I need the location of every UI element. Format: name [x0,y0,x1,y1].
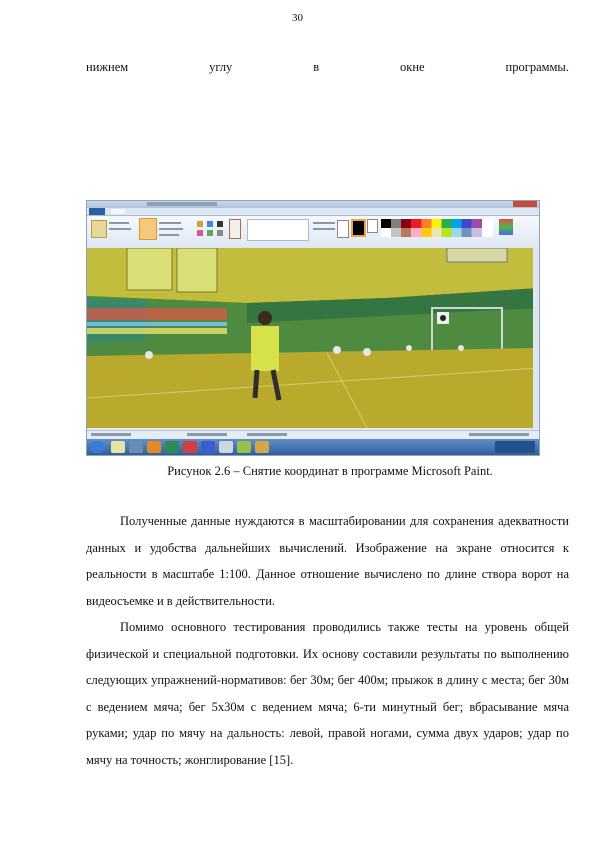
paragraph: Помимо основного тестирования проводились также тесты на уровень общей физической и специальной подготовки. Их основу составили результаты по выполнению следующих упражнений-нормативов: бег 30м; бег 400м; прыжок в длину с места; бег 30м с ведением мяча; бег 5х30м с ведением мяча; 6-ти минутный бег; вбрасывание мяча руками; удар по мячу на дальность: левой, правой ногами, сумма двух ударов; удар по мячу на точность; жонглирование [15]. [86,620,569,767]
taskbar-app-icon [255,441,269,453]
taskbar-app-icon [111,441,125,453]
color2-swatch [367,219,378,233]
word: в [313,60,320,74]
taskbar-app-icon [201,441,215,453]
vertical-scrollbar [533,248,539,428]
window-titlebar [87,201,539,208]
windows-taskbar [87,439,539,455]
ribbon-toolbar [87,216,539,249]
shapes-gallery [247,219,309,241]
word: углу [209,60,233,74]
pencil-icon [197,221,203,227]
taskbar-app-icon [165,441,179,453]
select-icon [139,218,157,240]
word: нижнем [86,60,129,74]
edit-colors-icon [499,219,513,235]
tab-home [111,209,125,214]
brushes-icon [229,219,241,239]
ribbon-tabs [87,208,539,216]
taskbar-app-icon [183,441,197,453]
paragraph: Полученные данные нуждаются в масштабировании для сохранения адекватности данных и удобства дальнейших вычислений. Изображение на экране относится к реальности в масштабе 1:100. Данное отношение вычислено по длине створа ворот на видеосъемке и в действительности. [86,514,569,608]
text-icon [217,221,223,227]
eraser-icon [197,230,203,236]
color1-swatch [351,219,366,237]
clipboard-labels [109,228,131,230]
start-button-icon [90,441,104,453]
picker-icon [207,230,213,236]
paint-screenshot [86,200,540,456]
taskbar-app-icon [129,441,143,453]
fill-labels [313,228,335,230]
window-title [147,202,217,206]
taskbar-app-icon [237,441,251,453]
word: программы. [505,60,569,74]
clipboard-labels [109,222,129,224]
paste-icon [91,220,107,238]
taskbar-app-icon [219,441,233,453]
fill-icon [207,221,213,227]
taskbar-app-icon [147,441,161,453]
carryover-line [86,60,569,75]
word: окне [400,60,425,74]
size-icon [337,220,349,238]
futsal-hall-image [87,248,539,428]
video-frame [87,248,539,428]
color-palette [381,219,493,237]
image-labels [159,222,181,224]
outline-labels [313,222,335,224]
image-labels [159,234,179,236]
system-tray [495,441,535,453]
figure-caption: Рисунок 2.6 – Снятие координат в программе Microsoft Paint. [167,464,493,478]
tab-view [129,209,143,214]
page-number: 30 [292,12,303,24]
window-controls [513,201,537,207]
magnifier-icon [217,230,223,236]
status-bar [87,430,539,439]
file-menu-button [89,208,105,215]
image-labels [159,228,183,230]
